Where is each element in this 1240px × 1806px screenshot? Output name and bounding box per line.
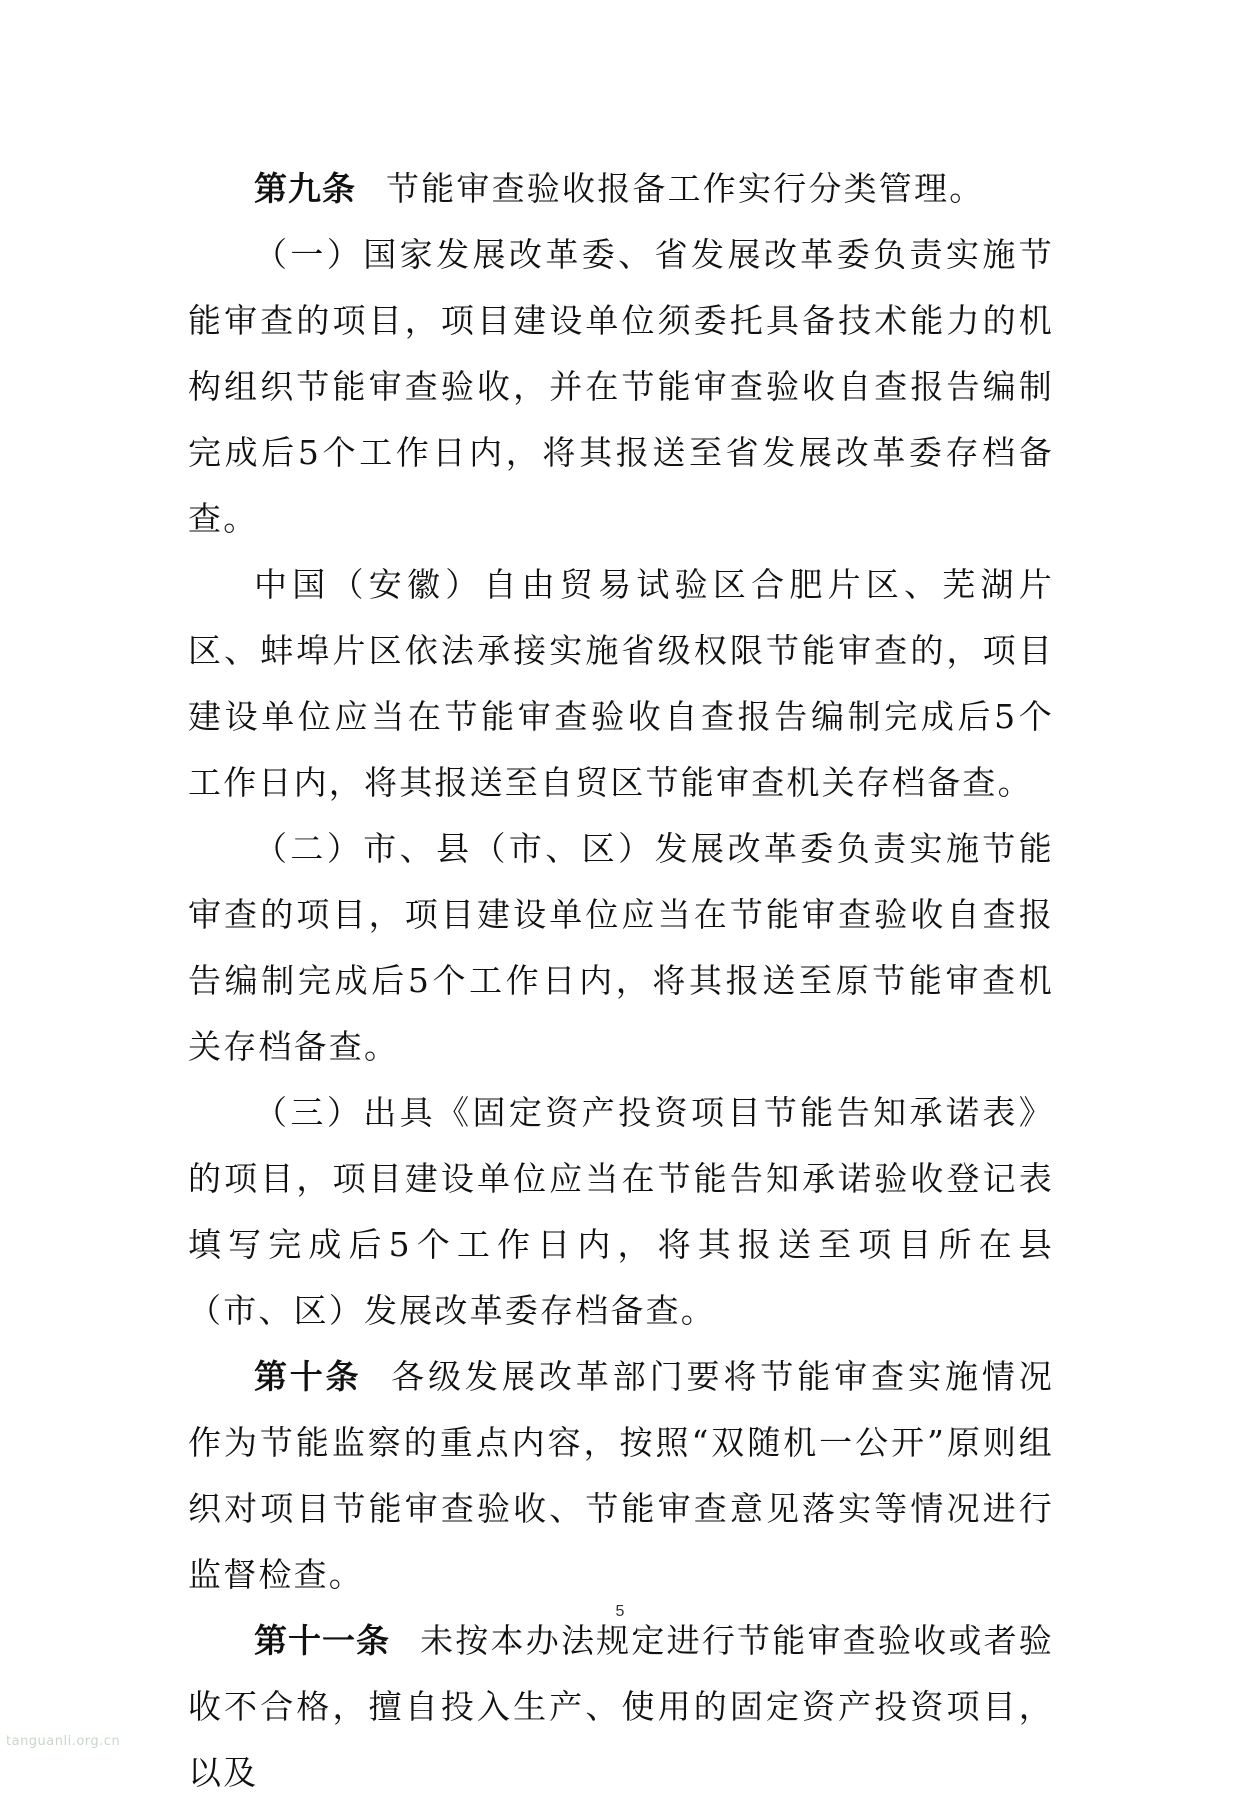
article-9-item-1: （一）国家发展改革委、省发展改革委负责实施节能审查的项目，项目建设单位须委托具备技术能力的机构组织节能审查验收，并在节能审查验收自查报告编制完成后5个工作日内，将其报送至省发展改革委存档备查。 — [188, 235, 1054, 538]
article-9-intro-text: 节能审查验收报备工作实行分类管理。 — [386, 169, 985, 208]
article-9-item-3: （三）出具《固定资产投资项目节能告知承诺表》的项目，项目建设单位应当在节能告知承诺验收登记表填写完成后5个工作日内，将其报送至项目所在县（市、区）发展改革委存档备查。 — [188, 1093, 1054, 1330]
site-watermark: tanguanli.org.cn — [6, 1734, 121, 1749]
article-11-label: 第十一条 — [254, 1621, 391, 1660]
article-11 — [188, 1608, 1054, 1806]
document-body — [188, 156, 1054, 1806]
article-10 — [188, 1344, 1054, 1608]
article-9-item-1-extra: 中国（安徽）自由贸易试验区合肥片区、芜湖片区、蚌埠片区依法承接实施省级权限节能审查的，项目建设单位应当在节能审查验收自查报告编制完成后5个工作日内，将其报送至自贸区节能审查机关存档备查。 — [188, 565, 1054, 802]
article-10-text: 各级发展改革部门要将节能审查实施情况作为节能监察的重点内容，按照“双随机一公开”原则组织对项目节能审查验收、节能审查意见落实等情况进行监督检查。 — [188, 1357, 1055, 1594]
article-10-label: 第十条 — [254, 1357, 362, 1396]
page-number: 5 — [615, 1603, 625, 1620]
article-11-text: 未按本办法规定进行节能审查验收或者验收不合格，擅自投入生产、使用的固定资产投资项目，以及 — [188, 1621, 1054, 1792]
article-9-intro — [188, 156, 1054, 222]
article-9-label: 第九条 — [254, 169, 356, 208]
article-9-item-2: （二）市、县（市、区）发展改革委负责实施节能审查的项目，项目建设单位应当在节能审查验收自查报告编制完成后5个工作日内，将其报送至原节能审查机关存档备查。 — [188, 829, 1054, 1066]
